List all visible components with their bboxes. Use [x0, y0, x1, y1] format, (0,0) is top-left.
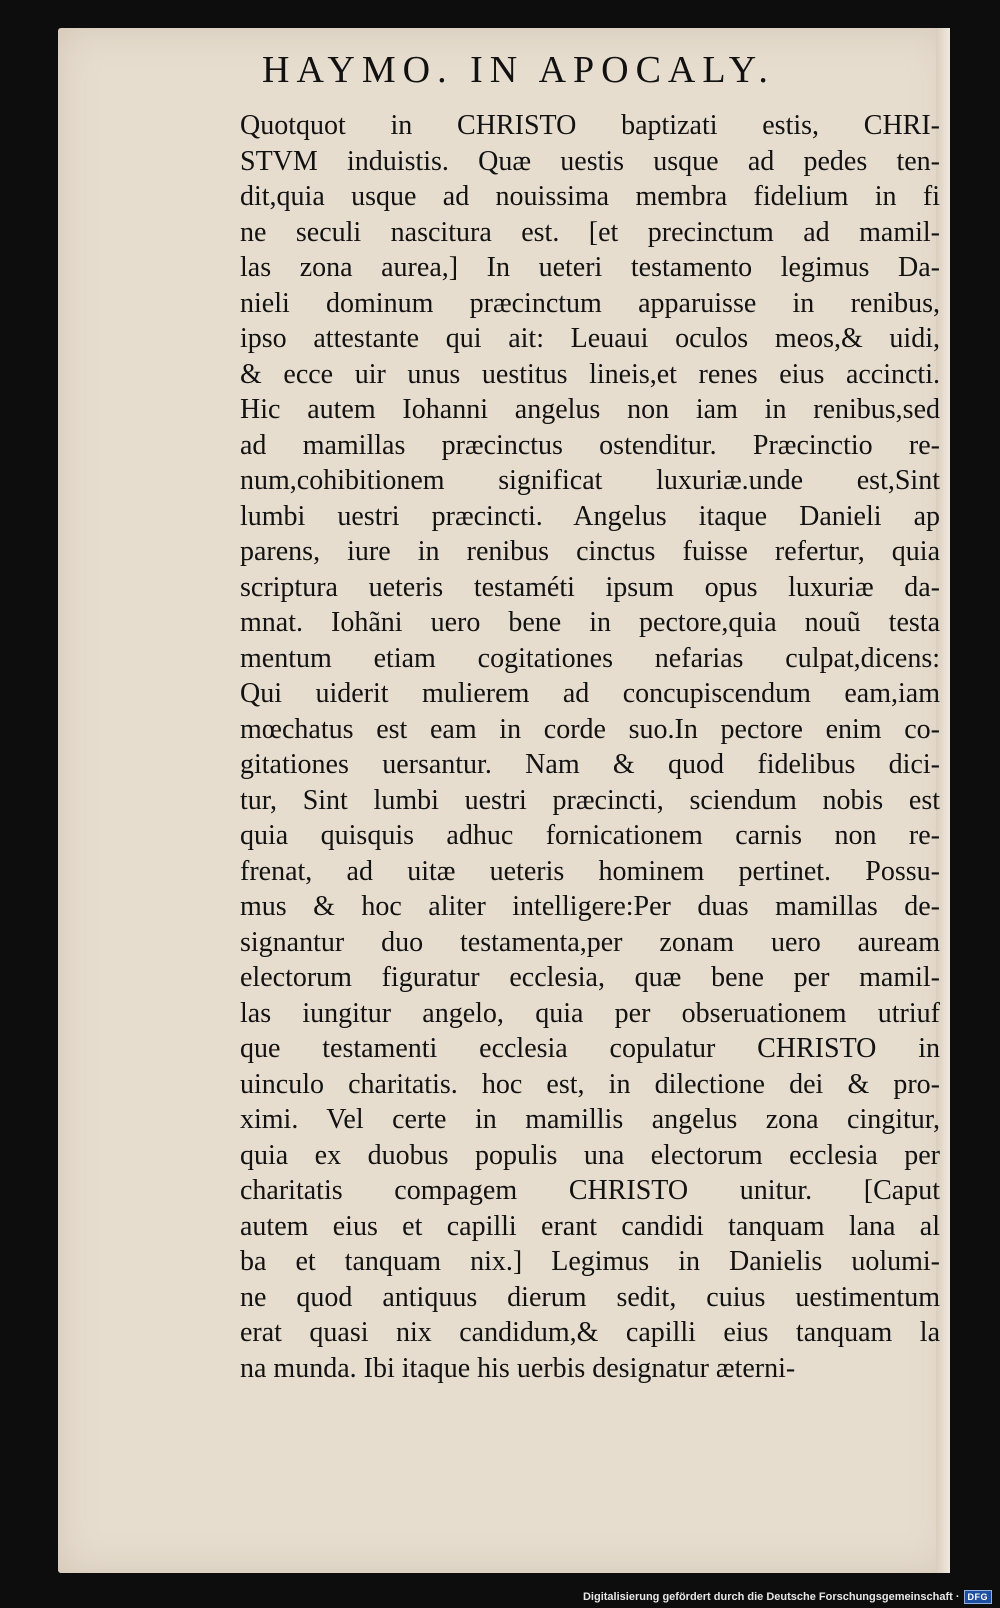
text-line: ba et tanquam nix.] Legimus in Danielis uolumi-: [240, 1246, 940, 1277]
text-line: erat quasi nix candidum,& capilli eius tanquam la: [240, 1317, 940, 1348]
text-line: gitationes uersantur. Nam & quod fidelibus dici-: [240, 749, 940, 780]
text-line: tur, Sint lumbi uestri præcincti, sciendum nobis est: [240, 784, 940, 816]
text-line: & ecce uir unus uestitus lineis,et renes eius accincti.: [240, 358, 940, 390]
text-line: parens, iure in renibus cinctus fuisse refertur, quia: [240, 536, 940, 567]
text-line: ad mamillas præcinctus ostenditur. Præcinctio re-: [240, 429, 940, 461]
text-line: quia ex duobus populis una electorum ecclesia per: [240, 1139, 940, 1171]
text-line: electorum figuratur ecclesia, quæ bene per mamil-: [240, 962, 940, 993]
credit-text: Digitalisierung gefördert durch die Deutsche Forschungsgemeinschaft ·: [582, 1591, 960, 1603]
text-line: mnat. Iohãni uero bene in pectore,quia nouũ testa: [240, 607, 940, 638]
text-line: las zona aurea,] In ueteri testamento legimus Da-: [240, 252, 940, 283]
text-line: Quotquot in CHRISTO baptizati estis, CHRI-: [240, 110, 940, 141]
text-line: signantur duo testamenta,per zonam uero auream: [240, 926, 940, 958]
text-line: STVM induistis. Quæ uestis usque ad pedes ten-: [240, 145, 940, 177]
text-line: charitatis compagem CHRISTO unitur. [Caput: [240, 1175, 940, 1206]
text-line: Qui uiderit mulierem ad concupiscendum eam,iam: [240, 678, 940, 709]
text-line: autem eius et capilli erant candidi tanquam lana al: [240, 1210, 940, 1242]
text-line: que testamenti ecclesia copulatur CHRISTO in: [240, 1033, 940, 1064]
text-line: num,cohibitionem significat luxuriæ.unde est,Sint: [240, 465, 940, 496]
text-line: mentum etiam cogitationes nefarias culpat,dicens:: [240, 642, 940, 674]
dfg-logo-icon: DFG: [964, 1590, 993, 1604]
text-line: mœchatus est eam in corde suo.In pectore enim co-: [240, 713, 940, 745]
text-line: ne seculi nascitura est. [et precinctum ad mamil-: [240, 216, 940, 248]
text-line: scriptura ueteris testaméti ipsum opus luxuriæ da-: [240, 571, 940, 603]
text-line: ipso attestante qui ait: Leuaui oculos meos,& uidi,: [240, 323, 940, 354]
text-line: frenat, ad uitæ ueteris hominem pertinet. Possu-: [240, 855, 940, 887]
text-line: lumbi uestri præcincti. Angelus itaque Danieli ap: [240, 500, 940, 532]
text-line: Hic autem Iohanni angelus non iam in renibus,sed: [240, 394, 940, 425]
text-line: ximi. Vel certe in mamillis angelus zona cingitur,: [240, 1104, 940, 1135]
text-line: mus & hoc aliter intelligere:Per duas mamillas de-: [240, 891, 940, 922]
text-line: na munda. Ibi itaque his uerbis designatur æterni-: [240, 1352, 796, 1384]
text-line: quia quisquis adhuc fornicationem carnis non re-: [240, 820, 940, 851]
text-line: nieli dominum præcinctum apparuisse in renibus,: [240, 287, 940, 319]
digitization-credit: [583, 1590, 992, 1604]
text-line: las iungitur angelo, quia per obseruationem utriuf: [240, 997, 940, 1029]
text-line: dit,quia usque ad nouissima membra fidelium in fi: [240, 181, 940, 212]
page-body-text: [240, 108, 940, 1386]
text-line: uinculo charitatis. hoc est, in dilectione dei & pro-: [240, 1068, 940, 1100]
text-line: ne quod antiquus dierum sedit, cuius uestimentum: [240, 1281, 940, 1313]
running-header: HAYMO. IN APOCALY.: [262, 49, 775, 91]
